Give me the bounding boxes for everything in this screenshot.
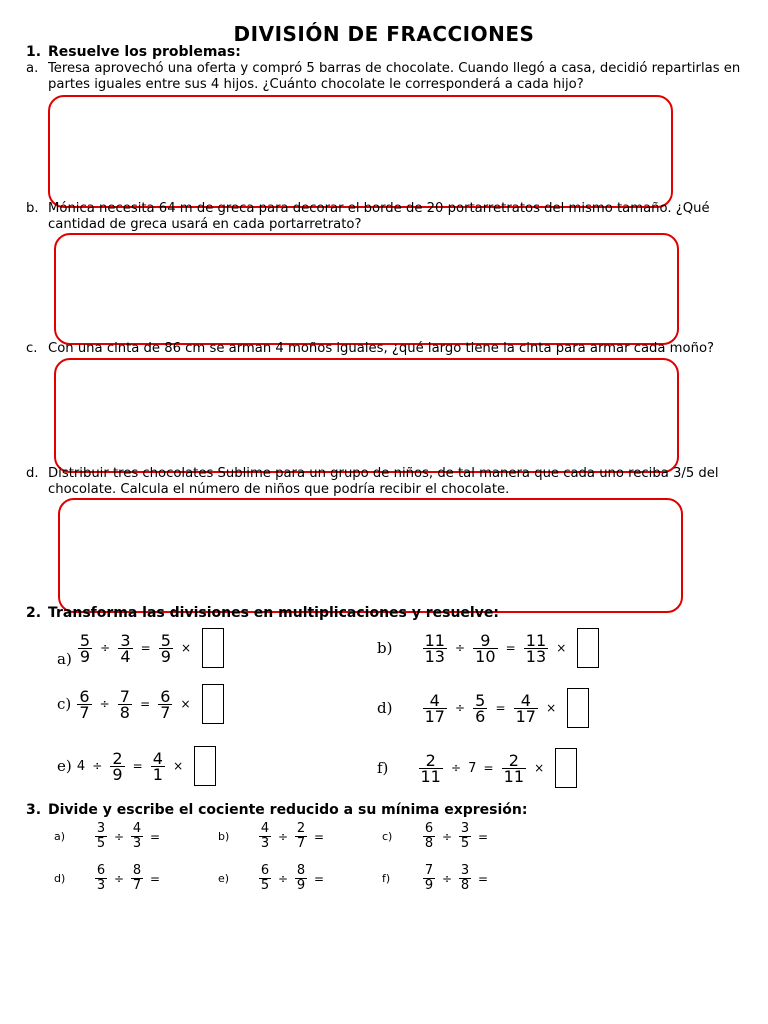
fraction: $\frac{5}{9}$ [160,630,171,666]
fraction: $\frac{2}{11}$ [420,750,441,786]
exercise-2d: d) $\frac{4}{17}$ ÷ $\frac{5}{6}$ = $\frac{4}{17}$ × [377,688,589,728]
problem-a: a. Teresa aprovechó una oferta y compró 5 barras de chocolate. Cuando llegó a casa, decidió repartirlas en partes iguales entre sus 4 hijos. ¿Cuánto chocolate le corresponderá a cada hijo? [26,61,741,92]
fraction: $\frac{5}{6}$ [475,690,486,726]
fraction: $\frac{6}{7}$ [160,686,171,722]
exercise-2f: f) $\frac{2}{11}$ ÷ 7 = $\frac{2}{11}$ × [377,748,577,788]
answer-box-2a[interactable] [202,628,224,668]
section-2-heading: 2. Transforma las divisiones en multiplicaciones y resuelve: [26,605,499,621]
answer-box-c[interactable] [54,358,679,473]
section-1-heading: 1. Resuelve los problemas: [26,44,241,60]
answer-box-a[interactable] [48,95,673,208]
fraction: $\frac{2}{11}$ [503,750,524,786]
exercise-2c: c) $\frac{6}{7}$ ÷ $\frac{7}{8}$ = $\frac{6}{7}$ × [57,684,224,724]
fraction: $\frac{9}{10}$ [475,630,496,666]
fraction: $\frac{6}{7}$ [79,686,90,722]
answer-box-2f[interactable] [555,748,577,788]
fraction: $\frac{2}{9}$ [112,748,123,784]
section-3-heading: 3. Divide y escribe el cociente reducido a su mínima expresión: [26,802,528,818]
answer-box-d[interactable] [58,498,683,613]
answer-box-2e[interactable] [194,746,216,786]
fraction: $\frac{4}{17}$ [424,690,445,726]
answer-box-b[interactable] [54,233,679,345]
page-title: DIVISIÓN DE FRACCIONES [233,22,535,46]
exercise-3f: f) $\frac{7}{9}$ ÷ $\frac{3}{8}$ = [382,863,488,893]
fraction: $\frac{7}{8}$ [119,686,130,722]
exercise-3e: e) $\frac{6}{5}$ ÷ $\frac{8}{9}$ = [218,863,324,893]
fraction: $\frac{11}{13}$ [525,630,547,666]
fraction: $\frac{5}{9}$ [79,630,91,666]
exercise-3d: d) $\frac{6}{3}$ ÷ $\frac{8}{7}$ = [54,863,160,893]
exercise-2a: a) $\frac{5}{9}$ ÷ $\frac{3}{4}$ = $\frac{5}{9}$ × [57,628,224,668]
fraction: $\frac{4}{17}$ [515,690,536,726]
exercise-2e: e) 4 ÷ $\frac{2}{9}$ = $\frac{4}{1}$ × [57,746,216,786]
fraction: $\frac{11}{13}$ [424,630,445,666]
fraction: $\frac{3}{4}$ [120,630,131,666]
fraction: $\frac{4}{1}$ [152,748,163,784]
exercise-2b: b) $\frac{11}{13}$ ÷ $\frac{9}{10}$ = $\frac{11}{13}$ × [377,628,599,668]
answer-box-2d[interactable] [567,688,589,728]
problem-d: d. Distribuir tres chocolates Sublime para un grupo de niños, de tal manera que cada uno reciba 3/5 del chocolate. Calcula el número de niños que podría recibir el chocolate. [26,466,719,497]
answer-box-2b[interactable] [577,628,599,668]
exercise-3b: b) $\frac{4}{3}$ ÷ $\frac{2}{7}$ = [218,821,324,851]
exercise-3c: c) $\frac{6}{8}$ ÷ $\frac{3}{5}$ = [382,821,488,851]
problem-c: c. Con una cinta de 86 cm se arman 4 moños iguales, ¿qué largo tiene la cinta para armar cada moño? [26,341,715,356]
answer-box-2c[interactable] [202,684,224,724]
exercise-3a: a) $\frac{3}{5}$ ÷ $\frac{4}{3}$ = [54,821,160,851]
problem-b: b. Mónica necesita 64 m de greca para decorar el borde de 20 portarretratos del mismo tamaño. ¿Qué cantidad de greca usará en cada portarretrato? [26,201,710,232]
